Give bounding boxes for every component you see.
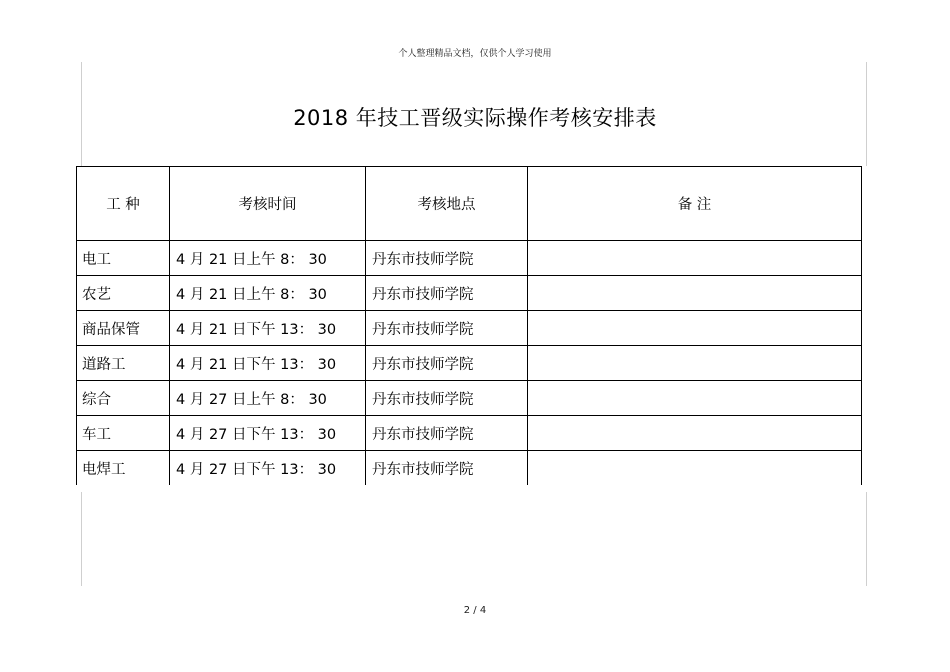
cell-trade: 电工 xyxy=(77,241,170,276)
cell-remarks xyxy=(528,241,862,276)
cell-time: 4 月 27 日下午 13： 30 xyxy=(170,451,366,486)
column-header-remarks: 备 注 xyxy=(528,167,862,241)
cell-location: 丹东市技师学院 xyxy=(366,416,528,451)
cell-time: 4 月 27 日上午 8： 30 xyxy=(170,381,366,416)
cell-trade: 商品保管 xyxy=(77,311,170,346)
column-header-trade: 工 种 xyxy=(77,167,170,241)
table-row xyxy=(77,241,862,276)
cell-location: 丹东市技师学院 xyxy=(366,241,528,276)
cell-remarks xyxy=(528,416,862,451)
table-row xyxy=(77,381,862,416)
cell-location: 丹东市技师学院 xyxy=(366,276,528,311)
cell-remarks xyxy=(528,276,862,311)
cell-trade: 电焊工 xyxy=(77,451,170,486)
table-row xyxy=(77,451,862,486)
table-row xyxy=(77,276,862,311)
cell-location: 丹东市技师学院 xyxy=(366,381,528,416)
cell-location: 丹东市技师学院 xyxy=(366,451,528,486)
cell-location: 丹东市技师学院 xyxy=(366,346,528,381)
table-header-row xyxy=(77,167,862,241)
left-margin-line-lower xyxy=(81,492,82,586)
cell-remarks xyxy=(528,381,862,416)
cell-trade: 农艺 xyxy=(77,276,170,311)
cell-time: 4 月 21 日下午 13： 30 xyxy=(170,346,366,381)
table-row xyxy=(77,346,862,381)
right-margin-line-lower xyxy=(866,492,867,586)
column-header-time: 考核时间 xyxy=(170,167,366,241)
cell-remarks xyxy=(528,311,862,346)
schedule-table xyxy=(76,166,862,485)
table-row xyxy=(77,416,862,451)
document-title: 2018 年技工晋级实际操作考核安排表 xyxy=(293,106,657,130)
page-number: 2 / 4 xyxy=(463,605,487,616)
cell-time: 4 月 21 日上午 8： 30 xyxy=(170,241,366,276)
cell-trade: 车工 xyxy=(77,416,170,451)
table-row xyxy=(77,311,862,346)
cell-time: 4 月 21 日上午 8： 30 xyxy=(170,276,366,311)
cell-trade: 道路工 xyxy=(77,346,170,381)
cell-remarks xyxy=(528,346,862,381)
cell-location: 丹东市技师学院 xyxy=(366,311,528,346)
cell-trade: 综合 xyxy=(77,381,170,416)
column-header-location: 考核地点 xyxy=(366,167,528,241)
header-note: 个人整理精品文档，仅供个人学习使用 xyxy=(398,49,552,59)
cell-time: 4 月 21 日下午 13： 30 xyxy=(170,311,366,346)
cell-time: 4 月 27 日下午 13： 30 xyxy=(170,416,366,451)
cell-remarks xyxy=(528,451,862,486)
